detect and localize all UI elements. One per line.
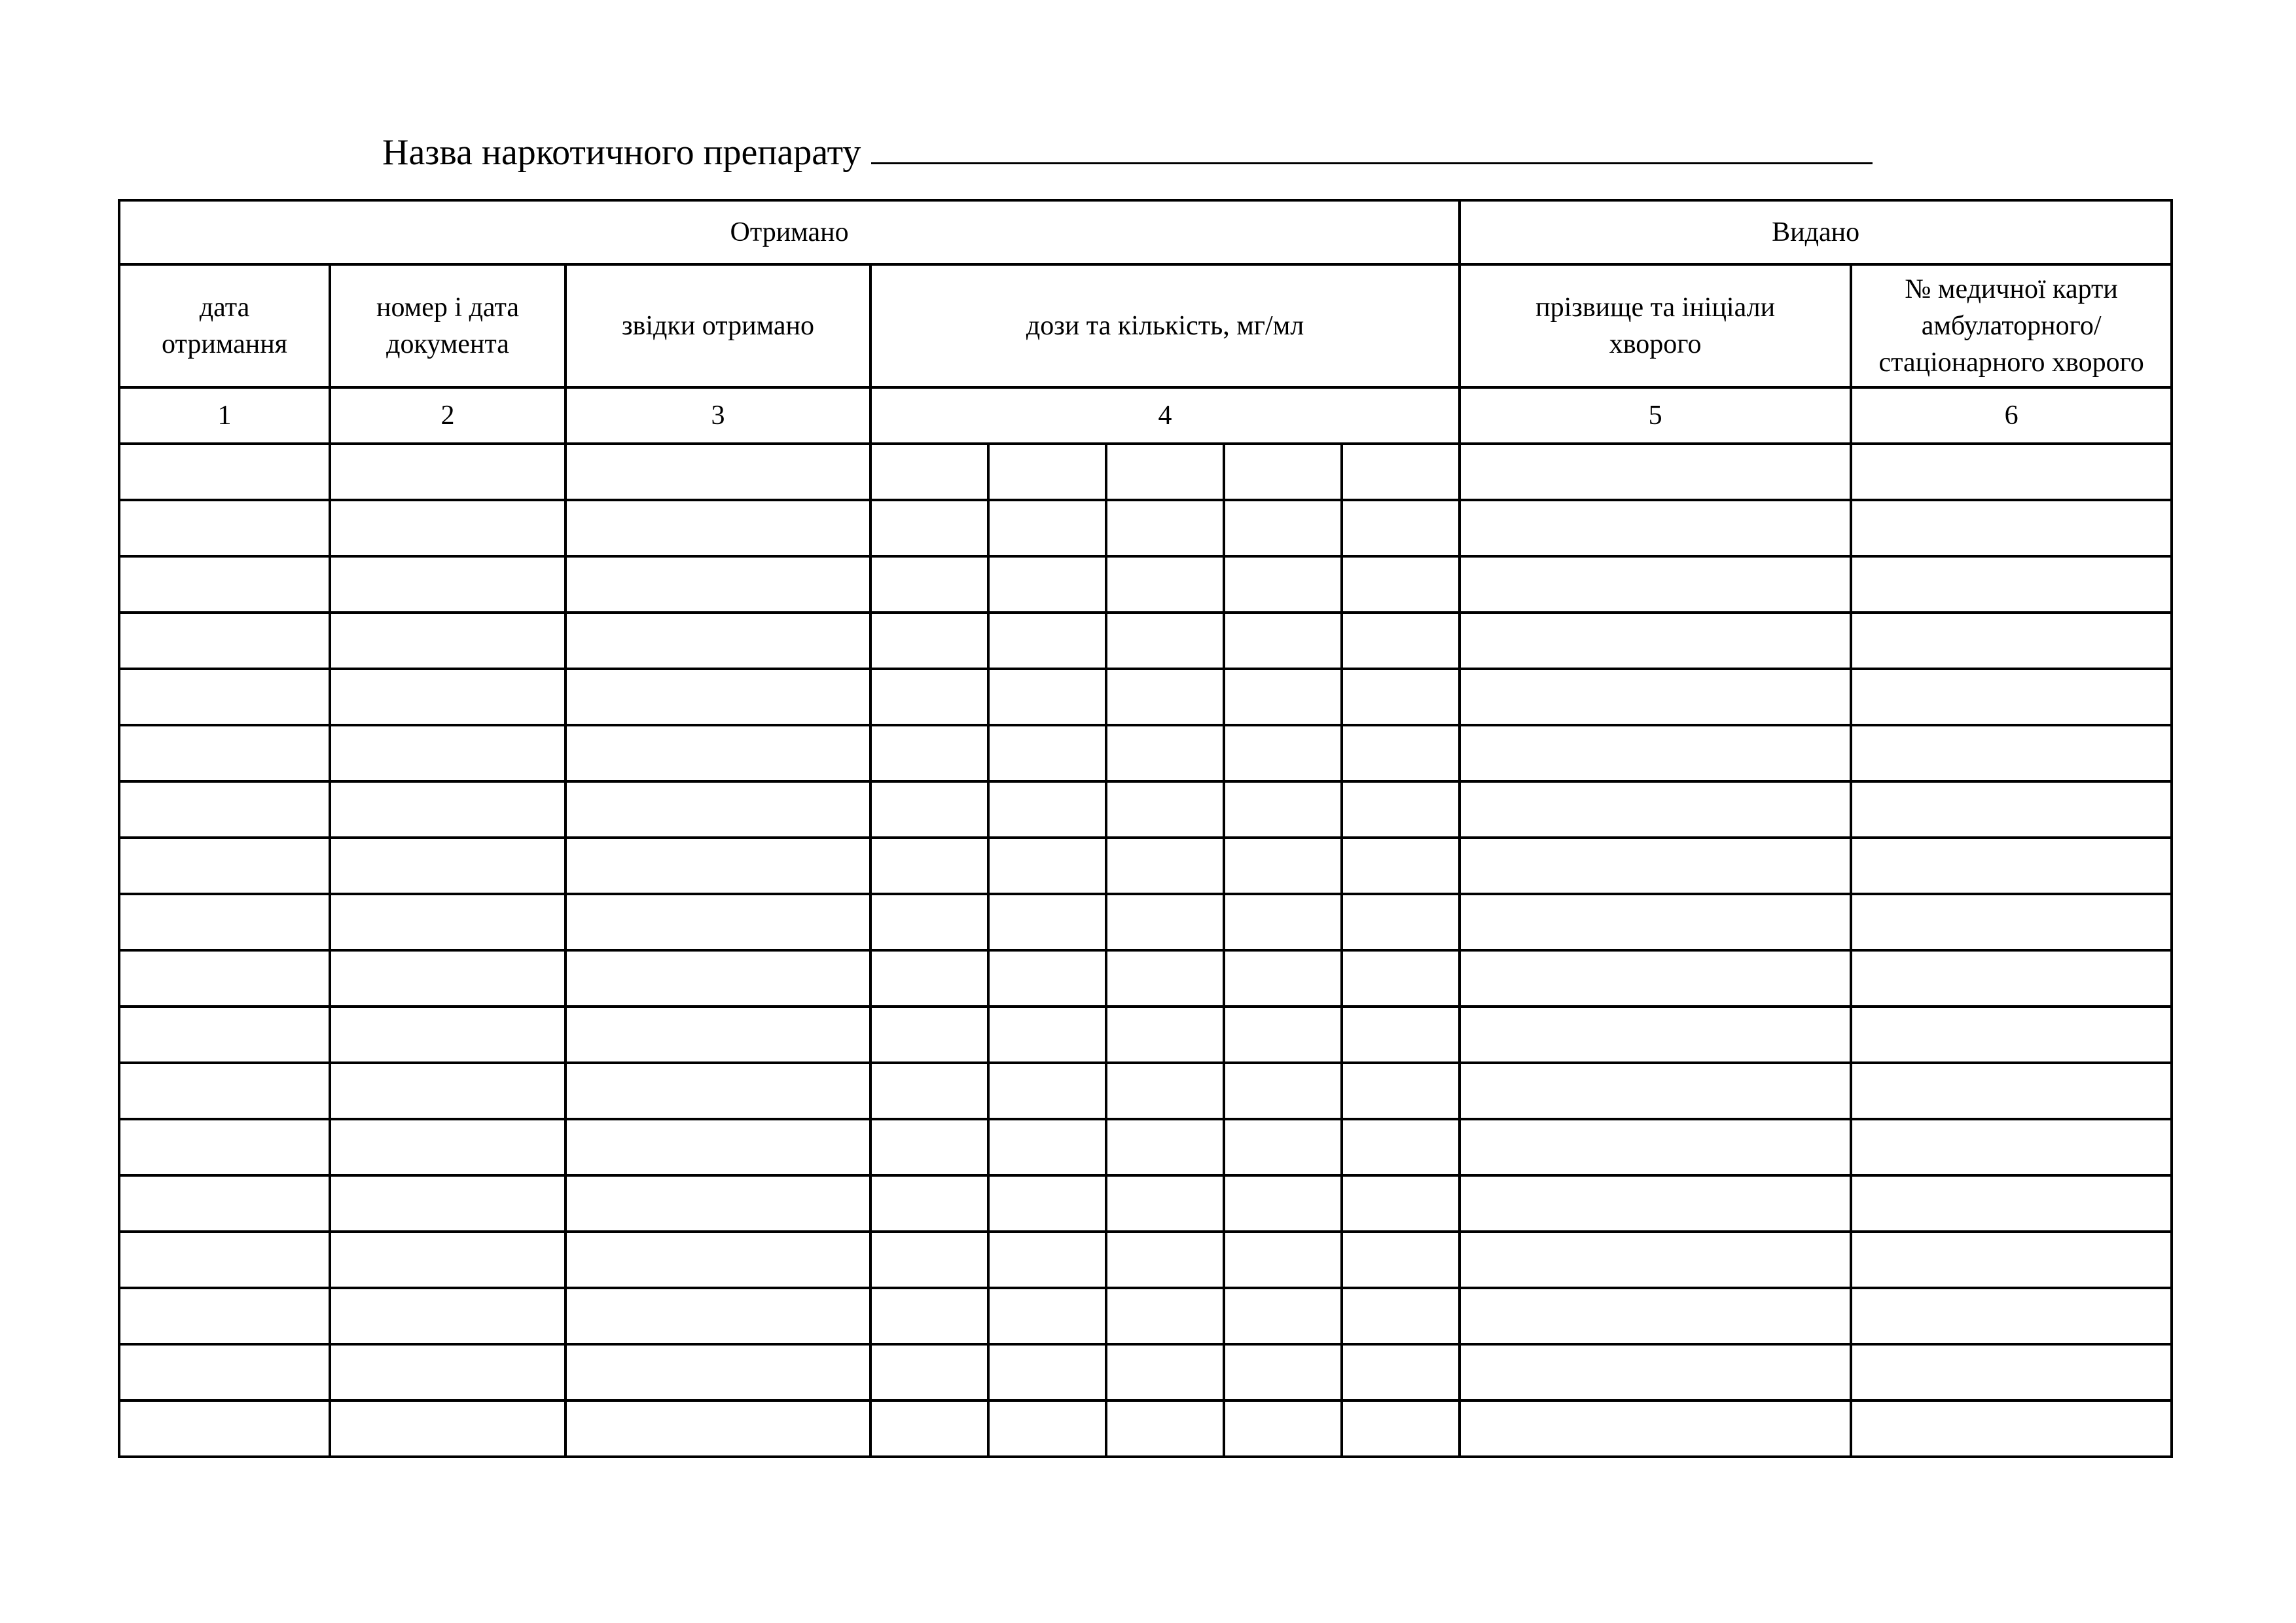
entry-cell-received-from[interactable] (565, 1007, 870, 1063)
entry-cell-doc-number-date[interactable] (330, 1007, 565, 1063)
group-header-row (119, 200, 2172, 264)
entry-cell-doc-number-date[interactable] (330, 781, 565, 838)
entry-cell-dose-2[interactable] (988, 1344, 1106, 1400)
entry-cell-dose-1[interactable] (870, 444, 988, 500)
narcotic-register-table (118, 199, 2173, 1458)
entry-cell-date-received[interactable] (119, 838, 330, 894)
entry-cell-received-from[interactable] (565, 838, 870, 894)
column-header-patient-name: прізвище та ініціали хворого (1460, 264, 1851, 387)
entry-cell-dose-4[interactable] (1224, 444, 1342, 500)
entry-cell-dose-4[interactable] (1224, 1119, 1342, 1175)
entry-cell-date-received[interactable] (119, 894, 330, 950)
entry-cell-patient-name[interactable] (1460, 500, 1851, 556)
entry-cell-patient-name[interactable] (1460, 1007, 1851, 1063)
column-header-doc-number-date: номер і дата документа (330, 264, 565, 387)
table-row (119, 781, 2172, 838)
form-title-label: Назва наркотичного препарату (382, 132, 861, 173)
entry-cell-dose-4[interactable] (1224, 500, 1342, 556)
entry-cell-dose-5[interactable] (1342, 613, 1460, 669)
entry-cell-received-from[interactable] (565, 894, 870, 950)
entry-cell-dose-4[interactable] (1224, 613, 1342, 669)
entry-cell-dose-1[interactable] (870, 500, 988, 556)
entry-cell-dose-1[interactable] (870, 1344, 988, 1400)
entry-cell-dose-2[interactable] (988, 1007, 1106, 1063)
entry-cell-patient-name[interactable] (1460, 669, 1851, 725)
entry-cell-dose-1[interactable] (870, 950, 988, 1007)
entry-cell-dose-1[interactable] (870, 556, 988, 613)
table-row (119, 894, 2172, 950)
column-number-4: 4 (870, 387, 1460, 444)
entry-cell-dose-3[interactable] (1106, 1232, 1224, 1288)
entry-cell-medical-card-no[interactable] (1851, 1175, 2172, 1232)
entry-cell-date-received[interactable] (119, 500, 330, 556)
entry-cell-dose-5[interactable] (1342, 444, 1460, 500)
entry-cell-dose-2[interactable] (988, 1288, 1106, 1344)
entry-cell-received-from[interactable] (565, 1288, 870, 1344)
entry-cell-doc-number-date[interactable] (330, 838, 565, 894)
entry-cell-patient-name[interactable] (1460, 1175, 1851, 1232)
entry-cell-doc-number-date[interactable] (330, 556, 565, 613)
entry-cell-medical-card-no[interactable] (1851, 500, 2172, 556)
entry-cell-date-received[interactable] (119, 613, 330, 669)
entry-cell-dose-3[interactable] (1106, 556, 1224, 613)
entry-cell-dose-5[interactable] (1342, 781, 1460, 838)
table-row (119, 1007, 2172, 1063)
entry-cell-dose-2[interactable] (988, 838, 1106, 894)
entry-cell-patient-name[interactable] (1460, 444, 1851, 500)
form-title-line (382, 123, 1933, 182)
entry-cell-date-received[interactable] (119, 1119, 330, 1175)
entry-cell-medical-card-no[interactable] (1851, 1063, 2172, 1119)
table-row (119, 500, 2172, 556)
entry-cell-dose-2[interactable] (988, 1400, 1106, 1457)
entry-cell-dose-1[interactable] (870, 1400, 988, 1457)
entry-cell-dose-2[interactable] (988, 1119, 1106, 1175)
entry-cell-dose-1[interactable] (870, 1232, 988, 1288)
entry-cell-dose-5[interactable] (1342, 1344, 1460, 1400)
entry-cell-dose-3[interactable] (1106, 725, 1224, 781)
entry-cell-dose-4[interactable] (1224, 781, 1342, 838)
entry-cell-doc-number-date[interactable] (330, 725, 565, 781)
entry-cell-dose-1[interactable] (870, 1119, 988, 1175)
entry-cell-dose-3[interactable] (1106, 1063, 1224, 1119)
entry-cell-dose-1[interactable] (870, 1007, 988, 1063)
entry-cell-medical-card-no[interactable] (1851, 950, 2172, 1007)
table-row (119, 669, 2172, 725)
entry-cell-received-from[interactable] (565, 1232, 870, 1288)
entry-cell-patient-name[interactable] (1460, 1119, 1851, 1175)
entry-cell-dose-3[interactable] (1106, 1119, 1224, 1175)
entry-cell-dose-3[interactable] (1106, 781, 1224, 838)
entry-cell-dose-5[interactable] (1342, 1007, 1460, 1063)
entry-cell-date-received[interactable] (119, 444, 330, 500)
entry-cell-dose-4[interactable] (1224, 1007, 1342, 1063)
entry-cell-dose-2[interactable] (988, 725, 1106, 781)
entry-cell-dose-5[interactable] (1342, 1063, 1460, 1119)
entry-cell-received-from[interactable] (565, 669, 870, 725)
entry-cell-dose-3[interactable] (1106, 669, 1224, 725)
entry-cell-dose-5[interactable] (1342, 669, 1460, 725)
entry-cell-dose-5[interactable] (1342, 1400, 1460, 1457)
table-row (119, 1288, 2172, 1344)
entry-cell-doc-number-date[interactable] (330, 1232, 565, 1288)
column-header-row (119, 264, 2172, 387)
entry-cell-patient-name[interactable] (1460, 950, 1851, 1007)
entry-cell-received-from[interactable] (565, 1400, 870, 1457)
entry-cell-doc-number-date[interactable] (330, 500, 565, 556)
entry-cell-dose-4[interactable] (1224, 894, 1342, 950)
entry-cell-medical-card-no[interactable] (1851, 1400, 2172, 1457)
entry-cell-received-from[interactable] (565, 781, 870, 838)
entry-cell-dose-4[interactable] (1224, 1063, 1342, 1119)
column-number-2: 2 (330, 387, 565, 444)
entry-cell-medical-card-no[interactable] (1851, 1232, 2172, 1288)
column-number-6: 6 (1851, 387, 2172, 444)
entry-cell-dose-3[interactable] (1106, 500, 1224, 556)
entry-cell-doc-number-date[interactable] (330, 1119, 565, 1175)
table-row (119, 1400, 2172, 1457)
entry-cell-dose-1[interactable] (870, 1175, 988, 1232)
entry-cell-doc-number-date[interactable] (330, 669, 565, 725)
entry-cell-dose-3[interactable] (1106, 1007, 1224, 1063)
entry-cell-patient-name[interactable] (1460, 725, 1851, 781)
entry-cell-dose-3[interactable] (1106, 1344, 1224, 1400)
entry-cell-dose-4[interactable] (1224, 950, 1342, 1007)
entry-cell-dose-4[interactable] (1224, 1232, 1342, 1288)
entry-cell-date-received[interactable] (119, 1063, 330, 1119)
entry-cell-dose-4[interactable] (1224, 1400, 1342, 1457)
entry-cell-dose-4[interactable] (1224, 1175, 1342, 1232)
table-row (119, 1232, 2172, 1288)
entry-cell-doc-number-date[interactable] (330, 1063, 565, 1119)
entry-cell-received-from[interactable] (565, 1119, 870, 1175)
entry-cell-received-from[interactable] (565, 1063, 870, 1119)
entry-cell-date-received[interactable] (119, 1007, 330, 1063)
table-row (119, 725, 2172, 781)
entry-cell-patient-name[interactable] (1460, 556, 1851, 613)
entry-cell-dose-5[interactable] (1342, 894, 1460, 950)
entry-cell-dose-4[interactable] (1224, 725, 1342, 781)
entry-cell-dose-2[interactable] (988, 669, 1106, 725)
entry-cell-medical-card-no[interactable] (1851, 444, 2172, 500)
entry-cell-medical-card-no[interactable] (1851, 838, 2172, 894)
column-header-medical-card-no: № медичної карти амбулаторного/ стаціонарного хворого (1851, 264, 2172, 387)
entry-cell-dose-1[interactable] (870, 894, 988, 950)
entry-cell-patient-name[interactable] (1460, 1400, 1851, 1457)
entry-cell-dose-3[interactable] (1106, 838, 1224, 894)
entry-cell-dose-3[interactable] (1106, 894, 1224, 950)
entry-cell-medical-card-no[interactable] (1851, 1119, 2172, 1175)
entry-cell-dose-5[interactable] (1342, 1119, 1460, 1175)
entry-cell-medical-card-no[interactable] (1851, 1288, 2172, 1344)
entry-cell-patient-name[interactable] (1460, 1232, 1851, 1288)
entry-cell-dose-2[interactable] (988, 444, 1106, 500)
entry-cell-dose-1[interactable] (870, 781, 988, 838)
entry-cell-dose-1[interactable] (870, 838, 988, 894)
entry-cell-patient-name[interactable] (1460, 613, 1851, 669)
table-row (119, 838, 2172, 894)
entry-cell-medical-card-no[interactable] (1851, 781, 2172, 838)
entry-cell-received-from[interactable] (565, 950, 870, 1007)
entry-cell-doc-number-date[interactable] (330, 1400, 565, 1457)
entry-cell-dose-5[interactable] (1342, 725, 1460, 781)
entry-cell-received-from[interactable] (565, 725, 870, 781)
entry-cell-doc-number-date[interactable] (330, 444, 565, 500)
entry-cell-dose-5[interactable] (1342, 838, 1460, 894)
entry-cell-dose-1[interactable] (870, 613, 988, 669)
entry-cell-dose-2[interactable] (988, 1175, 1106, 1232)
entry-cell-doc-number-date[interactable] (330, 1175, 565, 1232)
entry-cell-dose-3[interactable] (1106, 444, 1224, 500)
entry-cell-dose-1[interactable] (870, 1063, 988, 1119)
entry-cell-date-received[interactable] (119, 1232, 330, 1288)
entry-cell-medical-card-no[interactable] (1851, 669, 2172, 725)
entry-cell-medical-card-no[interactable] (1851, 556, 2172, 613)
entry-cell-medical-card-no[interactable] (1851, 613, 2172, 669)
entry-cell-dose-4[interactable] (1224, 838, 1342, 894)
entry-cell-dose-4[interactable] (1224, 1344, 1342, 1400)
entry-cell-dose-1[interactable] (870, 1288, 988, 1344)
entry-cell-patient-name[interactable] (1460, 1344, 1851, 1400)
table-row (119, 1175, 2172, 1232)
entry-cell-dose-2[interactable] (988, 613, 1106, 669)
table-row (119, 444, 2172, 500)
entry-cell-dose-5[interactable] (1342, 1175, 1460, 1232)
entry-cell-dose-4[interactable] (1224, 669, 1342, 725)
entry-cell-doc-number-date[interactable] (330, 894, 565, 950)
entry-cell-received-from[interactable] (565, 556, 870, 613)
entry-cell-dose-2[interactable] (988, 1232, 1106, 1288)
entry-cell-dose-2[interactable] (988, 556, 1106, 613)
entry-cell-received-from[interactable] (565, 613, 870, 669)
entry-cell-patient-name[interactable] (1460, 781, 1851, 838)
entry-cell-dose-3[interactable] (1106, 1288, 1224, 1344)
entry-cell-patient-name[interactable] (1460, 1063, 1851, 1119)
entry-cell-dose-1[interactable] (870, 725, 988, 781)
table-row (119, 613, 2172, 669)
entry-cell-dose-2[interactable] (988, 894, 1106, 950)
entry-cell-date-received[interactable] (119, 950, 330, 1007)
entry-cell-date-received[interactable] (119, 1175, 330, 1232)
entry-cell-received-from[interactable] (565, 500, 870, 556)
column-number-1: 1 (119, 387, 330, 444)
entry-cell-dose-2[interactable] (988, 1063, 1106, 1119)
entry-cell-received-from[interactable] (565, 444, 870, 500)
table-row (119, 950, 2172, 1007)
table-row (119, 1063, 2172, 1119)
column-header-received-from: звідки отримано (565, 264, 870, 387)
group-header-received: Отримано (119, 200, 1460, 264)
entry-cell-doc-number-date[interactable] (330, 1288, 565, 1344)
entry-cell-date-received[interactable] (119, 1344, 330, 1400)
entry-cell-date-received[interactable] (119, 556, 330, 613)
entry-cell-received-from[interactable] (565, 1175, 870, 1232)
column-header-date-received: дата отримання (119, 264, 330, 387)
entry-cell-medical-card-no[interactable] (1851, 725, 2172, 781)
column-number-5: 5 (1460, 387, 1851, 444)
entry-cell-dose-5[interactable] (1342, 1288, 1460, 1344)
entry-cell-dose-5[interactable] (1342, 1232, 1460, 1288)
entry-cell-dose-2[interactable] (988, 950, 1106, 1007)
entry-cell-dose-3[interactable] (1106, 1175, 1224, 1232)
table-row (119, 1344, 2172, 1400)
column-header-doses-quantity: дози та кількість, мг/мл (870, 264, 1460, 387)
drug-name-blank-line[interactable] (871, 126, 1873, 164)
entry-cell-patient-name[interactable] (1460, 894, 1851, 950)
table-row (119, 1119, 2172, 1175)
column-number-3: 3 (565, 387, 870, 444)
entry-cell-dose-5[interactable] (1342, 500, 1460, 556)
entry-cell-dose-5[interactable] (1342, 556, 1460, 613)
entry-cell-doc-number-date[interactable] (330, 950, 565, 1007)
table-row (119, 556, 2172, 613)
entry-cell-doc-number-date[interactable] (330, 613, 565, 669)
entry-cell-dose-2[interactable] (988, 781, 1106, 838)
entry-cell-date-received[interactable] (119, 669, 330, 725)
entry-cell-patient-name[interactable] (1460, 838, 1851, 894)
column-number-row (119, 387, 2172, 444)
entry-cell-doc-number-date[interactable] (330, 1344, 565, 1400)
entry-cell-medical-card-no[interactable] (1851, 1344, 2172, 1400)
entry-cell-dose-1[interactable] (870, 669, 988, 725)
entry-cell-patient-name[interactable] (1460, 1288, 1851, 1344)
entry-cell-dose-4[interactable] (1224, 556, 1342, 613)
entry-cell-date-received[interactable] (119, 781, 330, 838)
entry-cell-dose-4[interactable] (1224, 1288, 1342, 1344)
entry-cell-dose-5[interactable] (1342, 950, 1460, 1007)
group-header-issued: Видано (1460, 200, 2172, 264)
entry-cell-date-received[interactable] (119, 725, 330, 781)
entry-cell-dose-3[interactable] (1106, 1400, 1224, 1457)
entry-cell-dose-3[interactable] (1106, 950, 1224, 1007)
entry-cell-medical-card-no[interactable] (1851, 1007, 2172, 1063)
entry-cell-date-received[interactable] (119, 1288, 330, 1344)
entry-cell-dose-3[interactable] (1106, 613, 1224, 669)
entry-cell-dose-2[interactable] (988, 500, 1106, 556)
entry-cell-received-from[interactable] (565, 1344, 870, 1400)
entry-cell-date-received[interactable] (119, 1400, 330, 1457)
entry-cell-medical-card-no[interactable] (1851, 894, 2172, 950)
